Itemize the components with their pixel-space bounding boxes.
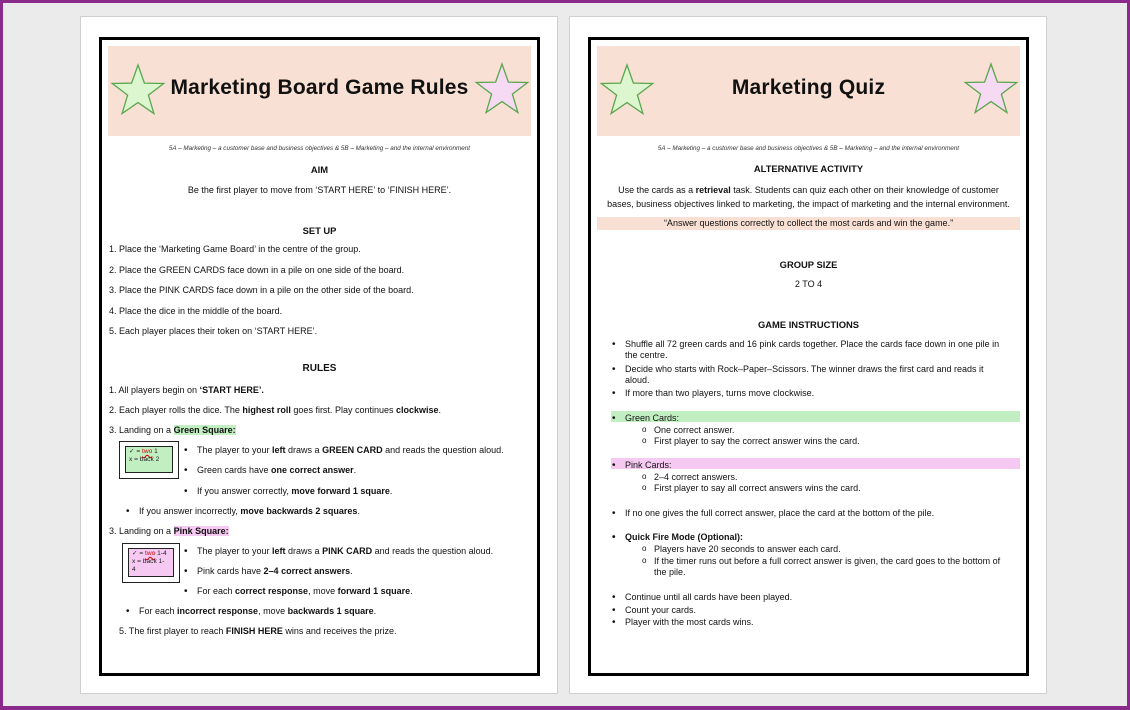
pink-card-image: ✓ = two 1-4 x = back 1- 4 — [122, 543, 180, 583]
green-rule-bullet: • Green cards have one correct answer. — [197, 465, 356, 476]
page-title: Marketing Board Game Rules — [170, 76, 469, 99]
setup-step: 1. Place the ‘Marketing Game Board’ in the centre of the group. — [109, 244, 361, 254]
instructions-heading: GAME INSTRUCTIONS — [757, 319, 860, 330]
title-banner — [597, 46, 1020, 136]
instruction-bullet: • Shuffle all 72 green cards and 16 pink cards together. Place the cards face down in one pile in the centre. — [625, 339, 999, 361]
setup-step: 4. Place the dice in the middle of the board. — [109, 306, 283, 316]
pink-cards-label: • Pink Cards: — [625, 460, 672, 471]
page-left — [80, 16, 558, 694]
instruction-bullet: • If more than two players, turns move clockwise. — [625, 388, 814, 399]
alternative-text: Use the cards as a retrieval task. Students can quiz each other on their knowledge of customer — [618, 185, 999, 195]
rule-2: 2. Each player rolls the dice. The highest roll goes first. Play continues clockwise. — [109, 405, 442, 415]
instruction-bullet: • Decide who starts with Rock–Paper–Scissors. The winner draws the first card and reads it aloud. — [625, 364, 984, 386]
pink-rule-bullet: • Pink cards have 2–4 correct answers. — [197, 566, 353, 577]
final-bullet: • Continue until all cards have been played. — [625, 592, 792, 603]
final-bullet: • Count your cards. — [625, 605, 696, 616]
alternative-heading: ALTERNATIVE ACTIVITY — [753, 163, 864, 174]
quote-bar: “Answer questions correctly to collect the most cards and win the game.” — [597, 217, 1020, 230]
group-size-value: 2 TO 4 — [794, 279, 823, 289]
pink-cards-detail: o First player to say all correct answers wins the card. — [654, 483, 861, 494]
setup-step: 2. Place the GREEN CARDS face down in a pile on one side of the board. — [109, 265, 405, 275]
page-border — [588, 37, 1029, 676]
instruction-bullet: • If no one gives the full correct answer, place the card at the bottom of the pile. — [625, 508, 934, 519]
pink-cards-band — [611, 458, 1020, 469]
quick-fire-label: • Quick Fire Mode (Optional): — [625, 532, 743, 543]
alternative-text: bases, business objectives linked to marketing, the impact of marketing and the internal environment. — [607, 199, 1010, 209]
pink-star-icon — [963, 62, 1019, 118]
page-right — [569, 16, 1047, 694]
page-title: Marketing Quiz — [731, 76, 886, 99]
rule-3-pink: 3. Landing on a Pink Square: — [109, 526, 229, 536]
green-cards-detail: o One correct answer. — [654, 425, 735, 436]
rule-5: 5. The first player to reach FINISH HERE wins and receives the prize. — [119, 626, 397, 636]
pink-rule-bullet: • For each incorrect response, move backwards 1 square. — [139, 606, 376, 617]
green-cards-label: • Green Cards: — [625, 413, 679, 424]
subtitle: 5A – Marketing – a customer base and business objectives & 5B – Marketing – and the internal environment — [657, 145, 960, 152]
setup-step: 3. Place the PINK CARDS face down in a pile on the other side of the board. — [109, 285, 414, 295]
setup-heading: SET UP — [302, 225, 337, 236]
green-rule-bullet: • The player to your left draws a GREEN CARD and reads the question aloud. — [197, 445, 504, 456]
pink-cards-detail: o 2–4 correct answers. — [654, 472, 738, 483]
rule-1: 1. All players begin on ‘START HERE’. — [109, 385, 264, 395]
aim-text: Be the first player to move from ‘START HERE’ to ‘FINISH HERE’. — [187, 185, 452, 195]
pink-rule-bullet: • For each correct response, move forward 1 square. — [197, 586, 413, 597]
quick-fire-detail: o If the timer runs out before a full correct answer is given, the card goes to the bottom of the pile. — [654, 556, 1000, 578]
subtitle: 5A – Marketing – a customer base and business objectives & 5B – Marketing – and the internal environment — [168, 145, 471, 152]
green-card-image: ✓ = two 1 x = back 2 — [119, 441, 179, 479]
green-rule-bullet: • If you answer incorrectly, move backwards 2 squares. — [139, 506, 360, 517]
title-banner — [108, 46, 531, 136]
quick-fire-detail: o Players have 20 seconds to answer each card. — [654, 544, 841, 555]
setup-step: 5. Each player places their token on ‘START HERE’. — [109, 326, 318, 336]
pink-rule-bullet: • The player to your left draws a PINK CARD and reads the question aloud. — [197, 546, 493, 557]
pink-star-icon — [474, 62, 530, 118]
group-size-heading: GROUP SIZE — [779, 259, 838, 270]
page-border — [99, 37, 540, 676]
rules-heading: RULES — [302, 363, 337, 374]
green-cards-detail: o First player to say the correct answer wins the card. — [654, 436, 860, 447]
final-bullet: • Player with the most cards wins. — [625, 617, 754, 628]
rule-3-green: 3. Landing on a Green Square: — [109, 425, 236, 435]
aim-heading: AIM — [310, 164, 329, 175]
green-rule-bullet: • If you answer correctly, move forward 1 square. — [197, 486, 392, 497]
